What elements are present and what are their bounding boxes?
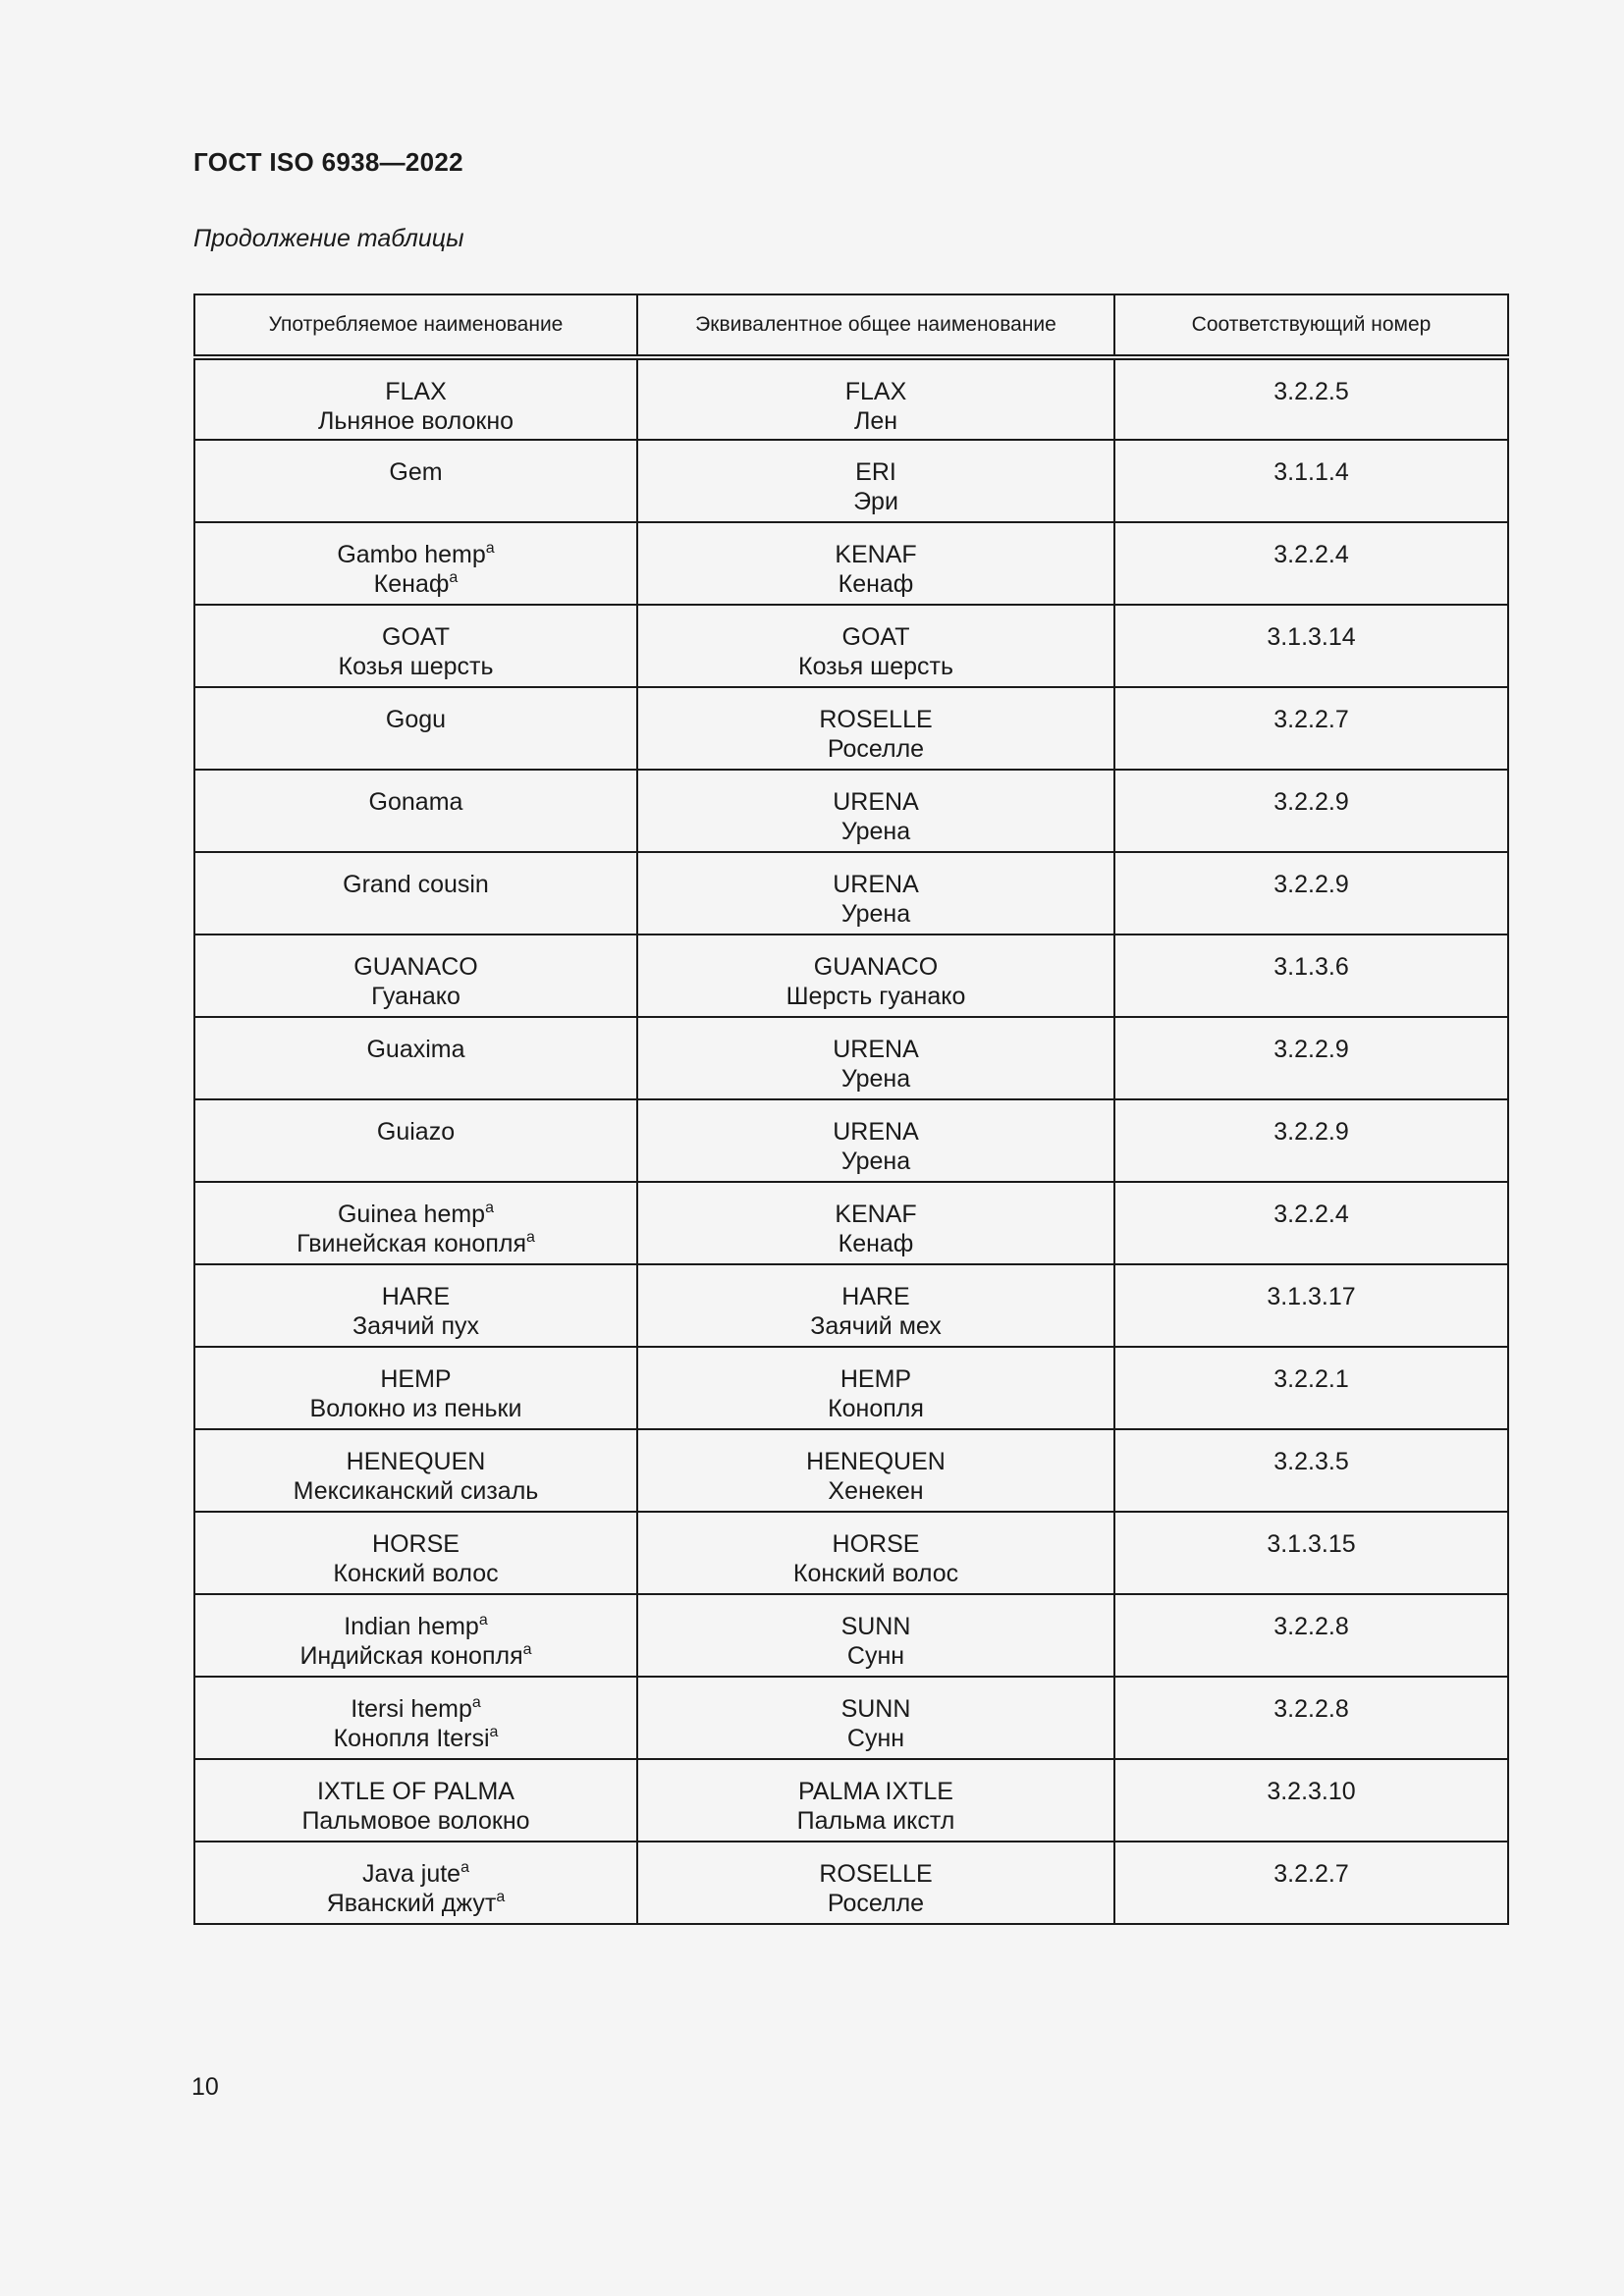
used-name-text: GOAT (382, 623, 450, 651)
cell-used-name (194, 1347, 637, 1429)
used-name-line (195, 1229, 636, 1258)
used-name-line (195, 1311, 636, 1341)
table-row (194, 1017, 1508, 1099)
cell-number: 3.2.2.8 (1114, 1594, 1508, 1677)
table-row (194, 605, 1508, 687)
used-name-text: Gambo hemp (337, 541, 486, 568)
used-name-line (195, 1806, 636, 1836)
equivalent-name-line: KENAF (835, 541, 917, 568)
equivalent-name-line: Пальма икстл (796, 1807, 955, 1835)
cell-equivalent-name (637, 1759, 1114, 1842)
equivalent-name-line: ROSELLE (819, 1860, 933, 1888)
equivalent-name-line: Урена (840, 818, 911, 845)
cell-equivalent-name (637, 934, 1114, 1017)
cell-used-name (194, 687, 637, 770)
used-name-line (195, 705, 636, 734)
cell-number: 3.2.2.9 (1114, 770, 1508, 852)
equivalent-name-line: HEMP (839, 1365, 912, 1393)
cell-used-name (194, 1017, 637, 1099)
cell-number: 3.2.3.10 (1114, 1759, 1508, 1842)
cell-equivalent-name (637, 1429, 1114, 1512)
used-name-text: HARE (381, 1283, 451, 1310)
equivalent-name-line: Лен (853, 407, 898, 435)
used-name-text: Индийская конопля (299, 1642, 523, 1670)
used-name-text: Конопля Itersi (333, 1725, 490, 1752)
table-row (194, 687, 1508, 770)
footnote-mark: a (460, 1858, 469, 1876)
cell-used-name (194, 1759, 637, 1842)
used-name-text: Guaxima (366, 1036, 465, 1063)
cell-number: 3.2.2.9 (1114, 1017, 1508, 1099)
used-name-text: Гуанако (371, 983, 460, 1010)
cell-used-name (194, 852, 637, 934)
equivalent-name-line: Шерсть гуанако (785, 983, 966, 1010)
table-row (194, 522, 1508, 605)
cell-equivalent-name (637, 1594, 1114, 1677)
cell-number: 3.2.2.7 (1114, 1842, 1508, 1924)
cell-used-name (194, 934, 637, 1017)
used-name-text: Guinea hemp (337, 1201, 486, 1228)
equivalent-name-line: HORSE (832, 1530, 920, 1558)
equivalent-name-line: Урена (840, 1148, 911, 1175)
used-name-text: Пальмовое волокно (301, 1807, 530, 1835)
used-name-line (195, 870, 636, 899)
used-name-text: HENEQUEN (346, 1448, 486, 1475)
used-name-text: Gonama (368, 788, 463, 816)
used-name-line (195, 1394, 636, 1423)
used-name-text: Indian hemp (344, 1613, 479, 1640)
equivalent-name-line: GOAT (841, 623, 910, 651)
used-name-text: GUANACO (353, 953, 478, 981)
table-header (194, 294, 1508, 357)
used-name-text: HEMP (380, 1365, 452, 1393)
cell-number: 3.2.2.7 (1114, 687, 1508, 770)
cell-equivalent-name (637, 770, 1114, 852)
equivalent-name-line: Эри (853, 488, 898, 515)
used-name-text: Льняное волокно (317, 407, 514, 435)
footnote-mark: a (485, 539, 495, 557)
cell-equivalent-name (637, 1677, 1114, 1759)
table-row (194, 1347, 1508, 1429)
equivalent-name-line: Кенаф (838, 1230, 914, 1257)
cell-number: 3.2.2.4 (1114, 522, 1508, 605)
cell-equivalent-name (637, 1099, 1114, 1182)
footnote-mark: a (449, 568, 459, 586)
used-name-text: Конский волос (333, 1560, 499, 1587)
used-name-line (195, 952, 636, 982)
cell-equivalent-name (637, 687, 1114, 770)
used-name-line (195, 787, 636, 817)
used-name-line (195, 1200, 636, 1229)
cell-number: 3.1.3.6 (1114, 934, 1508, 1017)
table-row (194, 770, 1508, 852)
used-name-text: Itersi hemp (351, 1695, 472, 1723)
table-row (194, 357, 1508, 440)
table-row (194, 934, 1508, 1017)
table-continuation-caption: Продолжение таблицы (193, 225, 464, 252)
used-name-line (195, 1476, 636, 1506)
table-row (194, 1677, 1508, 1759)
used-name-line (195, 1559, 636, 1588)
cell-used-name (194, 1182, 637, 1264)
used-name-line (195, 1612, 636, 1641)
used-name-line (195, 1364, 636, 1394)
used-name-text: Мексиканский сизаль (293, 1477, 539, 1505)
equivalent-name-line: Роселле (827, 735, 925, 763)
cell-number: 3.2.2.9 (1114, 852, 1508, 934)
equivalent-name-line: Хенекен (828, 1477, 924, 1505)
cell-equivalent-name (637, 1264, 1114, 1347)
terms-table (193, 294, 1509, 1925)
cell-number: 3.2.2.5 (1114, 357, 1508, 440)
used-name-line (195, 540, 636, 569)
equivalent-name-line: Кенаф (838, 570, 914, 598)
cell-used-name (194, 1842, 637, 1924)
cell-used-name (194, 1429, 637, 1512)
equivalent-name-line: URENA (833, 871, 919, 898)
cell-used-name (194, 1264, 637, 1347)
cell-number: 3.2.2.1 (1114, 1347, 1508, 1429)
cell-used-name (194, 770, 637, 852)
cell-equivalent-name (637, 357, 1114, 440)
cell-number: 3.2.2.8 (1114, 1677, 1508, 1759)
cell-number: 3.1.3.14 (1114, 605, 1508, 687)
cell-equivalent-name (637, 522, 1114, 605)
equivalent-name-line: KENAF (835, 1201, 917, 1228)
cell-number: 3.1.1.4 (1114, 440, 1508, 522)
cell-used-name (194, 1594, 637, 1677)
equivalent-name-line: FLAX (844, 378, 907, 405)
used-name-text: Яванский джут (326, 1890, 497, 1917)
equivalent-name-line: Урена (840, 1065, 911, 1093)
used-name-text: HORSE (372, 1530, 460, 1558)
table-row (194, 1182, 1508, 1264)
used-name-text: Гвинейская конопля (297, 1230, 527, 1257)
used-name-line (195, 406, 636, 436)
table-body (194, 357, 1508, 1924)
cell-equivalent-name (637, 440, 1114, 522)
table-row (194, 1842, 1508, 1924)
used-name-text: Gem (389, 458, 443, 486)
footnote-mark: a (489, 1723, 499, 1740)
footnote-mark: a (496, 1888, 506, 1905)
equivalent-name-line: ERI (855, 458, 896, 486)
used-name-line (195, 1777, 636, 1806)
table-row (194, 1099, 1508, 1182)
used-name-line (195, 1859, 636, 1889)
used-name-line (195, 1447, 636, 1476)
equivalent-name-line: URENA (833, 1118, 919, 1146)
column-header-equivalent-name: Эквивалентное общее наименование (637, 294, 1114, 357)
used-name-text: Козья шерсть (338, 653, 494, 680)
cell-used-name (194, 357, 637, 440)
cell-equivalent-name (637, 1512, 1114, 1594)
used-name-text: Grand cousin (343, 871, 489, 898)
equivalent-name-line: HENEQUEN (806, 1448, 946, 1475)
table-row (194, 1264, 1508, 1347)
equivalent-name-line: Сунн (846, 1725, 905, 1752)
cell-used-name (194, 1099, 637, 1182)
footnote-mark: a (471, 1693, 481, 1711)
table-row (194, 1594, 1508, 1677)
used-name-line (195, 457, 636, 487)
used-name-line (195, 1529, 636, 1559)
equivalent-name-line: Сунн (846, 1642, 905, 1670)
equivalent-name-line: Роселле (827, 1890, 925, 1917)
cell-number: 3.2.2.9 (1114, 1099, 1508, 1182)
used-name-line (195, 377, 636, 406)
equivalent-name-line: Конский волос (792, 1560, 959, 1587)
used-name-text: Кенаф (373, 570, 450, 598)
cell-number: 3.1.3.15 (1114, 1512, 1508, 1594)
table-row (194, 852, 1508, 934)
equivalent-name-line: PALMA IXTLE (798, 1778, 953, 1805)
used-name-line (195, 652, 636, 681)
used-name-line (195, 1694, 636, 1724)
footnote-mark: a (485, 1199, 494, 1216)
used-name-line (195, 1724, 636, 1753)
equivalent-name-line: ROSELLE (819, 706, 933, 733)
equivalent-name-line: URENA (833, 788, 919, 816)
table-header-row (194, 294, 1508, 357)
equivalent-name-line: Конопля (828, 1395, 924, 1422)
equivalent-name-line: Заячий мех (810, 1312, 942, 1340)
equivalent-name-line: HARE (841, 1283, 910, 1310)
used-name-line (195, 1117, 636, 1147)
document-code: ГОСТ ISO 6938—2022 (193, 147, 463, 177)
used-name-text: FLAX (385, 378, 447, 405)
cell-number: 3.2.2.4 (1114, 1182, 1508, 1264)
used-name-line (195, 982, 636, 1011)
cell-equivalent-name (637, 852, 1114, 934)
equivalent-name-line: SUNN (840, 1695, 911, 1723)
table-row (194, 1759, 1508, 1842)
page-number: 10 (191, 2073, 219, 2101)
column-header-number: Соответствующий номер (1114, 294, 1508, 357)
footnote-mark: a (522, 1640, 532, 1658)
used-name-text: Волокно из пеньки (309, 1395, 522, 1422)
used-name-line (195, 1641, 636, 1671)
equivalent-name-line: Урена (840, 900, 911, 928)
used-name-text: Java jute (362, 1860, 461, 1888)
used-name-line (195, 569, 636, 599)
used-name-line (195, 1889, 636, 1918)
used-name-line (195, 622, 636, 652)
used-name-text: IXTLE OF PALMA (317, 1778, 514, 1805)
equivalent-name-line: GUANACO (813, 953, 939, 981)
cell-used-name (194, 440, 637, 522)
table-row (194, 1512, 1508, 1594)
table-row (194, 1429, 1508, 1512)
equivalent-name-line: SUNN (840, 1613, 911, 1640)
used-name-line (195, 1282, 636, 1311)
cell-number: 3.1.3.17 (1114, 1264, 1508, 1347)
cell-used-name (194, 522, 637, 605)
cell-equivalent-name (637, 1347, 1114, 1429)
cell-equivalent-name (637, 605, 1114, 687)
column-header-used-name: Употребляемое наименование (194, 294, 637, 357)
cell-equivalent-name (637, 1842, 1114, 1924)
equivalent-name-line: URENA (833, 1036, 919, 1063)
used-name-line (195, 1035, 636, 1064)
used-name-text: Gogu (385, 706, 447, 733)
footnote-mark: a (526, 1228, 535, 1246)
used-name-text: Guiazo (376, 1118, 456, 1146)
cell-used-name (194, 605, 637, 687)
cell-used-name (194, 1677, 637, 1759)
used-name-text: Заячий пух (352, 1312, 479, 1340)
cell-equivalent-name (637, 1017, 1114, 1099)
table-row (194, 440, 1508, 522)
footnote-mark: a (478, 1611, 488, 1629)
cell-equivalent-name (637, 1182, 1114, 1264)
cell-used-name (194, 1512, 637, 1594)
equivalent-name-line: Козья шерсть (798, 653, 953, 680)
cell-number: 3.2.3.5 (1114, 1429, 1508, 1512)
